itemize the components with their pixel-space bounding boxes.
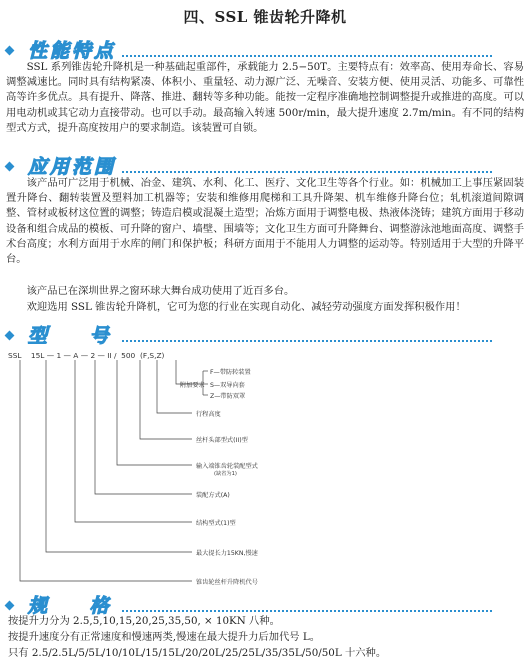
capacity-label: 最大提长力15KN,慢速 [196,550,258,557]
section-title-model: 型 号 [28,325,127,347]
page-title: 四、SSL 锥齿轮升降机 [183,8,347,26]
extra-requirement-label: 附加要求 [180,382,205,389]
spec-line: 只有 2.5/2.5L/5/5L/10/10L/15/15L/20/20L/25/25L/35/35L/50/50L 十六种。 [8,647,387,659]
screw-head-label: 丝杆头部型式(II)型 [196,437,248,444]
section-divider [122,610,492,612]
option-s-label: S—双导向套 [210,382,245,389]
model-code: SSL 15L — 1 — A — 2 — II / 500 (F,S,Z) [8,351,165,360]
applications-paragraph-1: 该产品可广泛用于机械、冶金、建筑、水利、化工、医疗、文化卫生等各个行业。如：机械加工上事压紧固装置升降台、翻转装置及塑料加工机器等；安装和维修用爬梯和工具升降架、机车维修升降台位；轧机滚道间隙调整、管材或板材这位置的调整；铸造启模或混凝土造型；冶炼方面用于调整电极、热液体浇铸；建筑方面用于移动设备和组合成品的模板、可升降的窗户、墙壁、围墙等；文化卫生方面可升降舞台、调整游泳池地面高度、调整手术台高度；水利方面用于水库的闸门和保护板；科研方面用于不能用人力调整的运动等。特别适用于大型的升降平台。 [6,177,524,266]
features-paragraph: SSL 系列锥齿轮升降机是一种基础起重部件，承载能力 2.5−50T。主要特点有：效率高、使用寿命长、容易调整减速比。同时具有结构紧凑、体积小、重量轻、动力源广泛、无噪音、安装方便、使用灵活、功能多、可靠性高等许多优点。具有提升、降落、推进、翻转等多种功能。能按一定程序准确地控制调整提升或推进的高度。可以用电动机或其它动力直接带动。也可以手动。最高输入转速 500r/min，最大提升速度 2.7m/min。有不同的结构型式方式，提升高度按用户的要求制造。该装置可自锁。 [6,61,524,134]
section-title-specs: 规 格 [28,595,127,617]
input-shaft-label: 输入端锥齿轮装配型式 [196,463,258,470]
section-title-features: 性能特点 [28,40,117,62]
structure-label: 结构型式(1)型 [196,520,236,527]
input-shaft-note: (缺省为1) [214,471,237,477]
option-z-label: Z—带防双罩 [210,393,246,400]
product-code-label: 锥齿轮丝杆升降机代号 [196,579,258,586]
assembly-label: 装配方式(A) [196,492,230,499]
spec-line: 按提升速度分有正常速度和慢速两类,慢速在最大提升力后加代号 L。 [8,631,320,643]
stroke-height-label: 行程高度 [196,411,221,418]
applications-paragraph-3: 欢迎选用 SSL 锥齿轮升降机，它可为您的行业在实现自动化、减轻劳动强度方面发挥积极作用！ [26,301,466,313]
spec-line: 按提升力分为 2.5,5,10,15,20,25,35,50, × 10KN 八种。 [8,615,280,627]
applications-paragraph-2: 该产品已在深圳世界之窗环球大舞台成功使用了近百多台。 [26,285,295,297]
option-f-label: F—带防转装置 [210,369,251,376]
section-title-applications: 应用范围 [28,156,117,178]
